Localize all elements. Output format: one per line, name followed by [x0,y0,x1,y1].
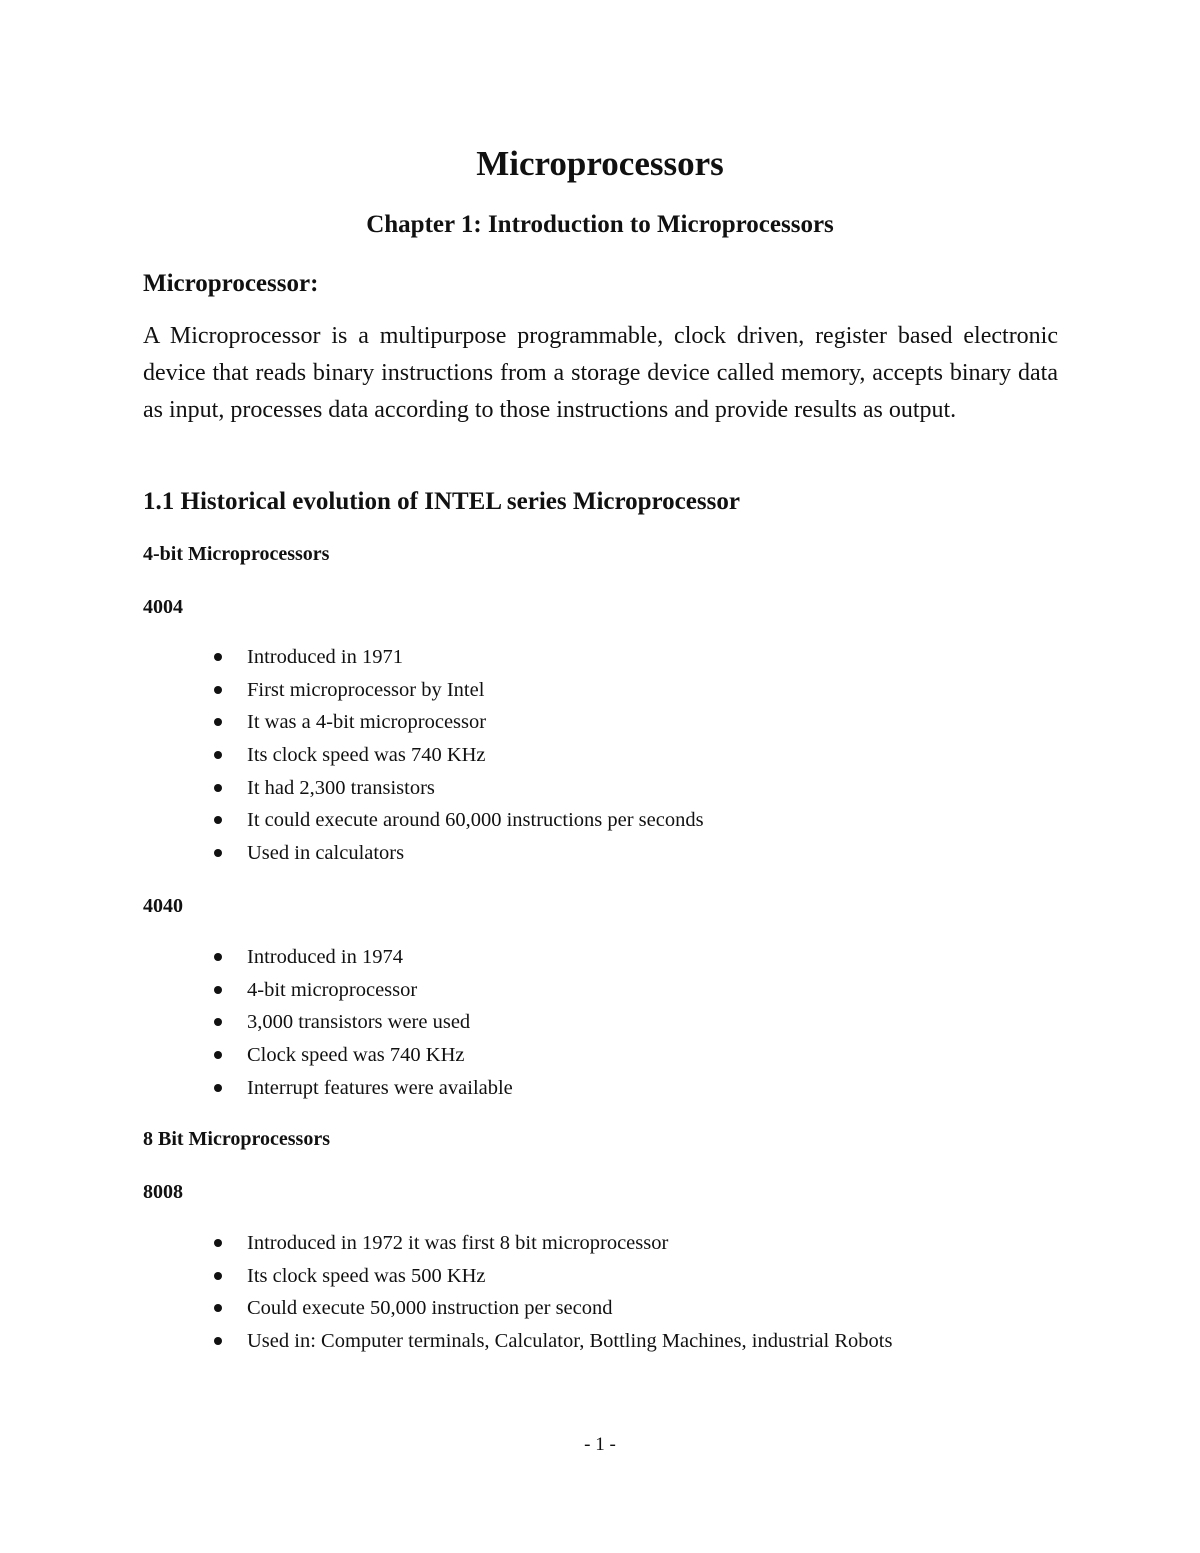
list-item-text: Clock speed was 740 KHz [247,1044,465,1067]
list-item-text: First microprocessor by Intel [247,678,485,701]
group-heading-4bit: 4-bit Microprocessors [143,543,330,565]
bullet-icon [214,751,222,759]
page-number: - 1 - [584,1434,616,1455]
list-item [0,1039,1100,1072]
list-item-text: Could execute 50,000 instruction per second [247,1297,613,1320]
list-item-text: 3,000 transistors were used [247,1011,471,1034]
bullet-list-4004 [0,641,1100,870]
list-item [0,804,1100,837]
group-heading-8bit: 8 Bit Microprocessors [143,1128,331,1150]
list-item-text: Introduced in 1971 [247,646,403,668]
list-item [0,1260,1100,1293]
list-item [0,772,1100,805]
list-item [0,1325,1100,1358]
bullet-icon [214,1337,222,1345]
bullet-list-4040 [0,941,1100,1104]
model-heading-4004: 4004 [143,596,183,618]
bullet-icon [214,1272,222,1280]
bullet-icon [214,653,222,661]
list-item-text: 4-bit microprocessor [247,978,418,1001]
bullet-icon [214,1084,222,1092]
list-item [0,1292,1100,1325]
list-item [0,1072,1100,1105]
list-item [0,974,1100,1007]
document-title: Microprocessors [476,144,724,183]
list-item-text: Its clock speed was 500 KHz [247,1264,486,1287]
list-item-text: Its clock speed was 740 KHz [247,744,486,767]
bullet-icon [214,816,222,824]
list-item [0,739,1100,772]
list-item-text: It had 2,300 transistors [247,776,435,799]
bullet-icon [214,686,222,694]
term-heading: Microprocessor: [143,270,319,297]
bullet-icon [214,1239,222,1247]
list-item-text: Used in: Computer terminals, Calculator, Bottling Machines, industrial Robots [247,1330,893,1353]
list-item-text: It was a 4-bit microprocessor [247,711,487,734]
bullet-icon [214,953,222,961]
model-heading-4040: 4040 [143,895,183,917]
bullet-icon [214,784,222,792]
definition-paragraph: A Microprocessor is a multipurpose programmable, clock driven, register based electronic device that reads binary instructions from a storage device called memory, accepts binary data as input, processes data according to those instructions and provide results as output. [143,323,1058,423]
chapter-title: Chapter 1: Introduction to Microprocessors [366,211,834,238]
bullet-icon [214,1051,222,1059]
list-item-text: Used in calculators [247,842,405,865]
bullet-icon [214,718,222,726]
bullet-icon [214,849,222,857]
list-item [0,706,1100,739]
bullet-icon [214,1018,222,1026]
bullet-icon [214,986,222,994]
list-item [0,1006,1100,1039]
list-item [0,641,1100,674]
list-item-text: Introduced in 1972 it was first 8 bit microprocessor [247,1232,669,1254]
list-item [0,837,1100,870]
bullet-icon [214,1304,222,1312]
list-item-text: It could execute around 60,000 instructions per seconds [247,809,704,832]
section-heading: 1.1 Historical evolution of INTEL series Microprocessor [143,488,740,515]
list-item-text: Introduced in 1974 [247,946,403,968]
list-item [0,1227,1100,1260]
list-item-text: Interrupt features were available [247,1076,513,1099]
model-heading-8008: 8008 [143,1181,183,1203]
bullet-list-8008 [0,1227,1100,1358]
list-item [0,941,1100,974]
list-item [0,674,1100,707]
